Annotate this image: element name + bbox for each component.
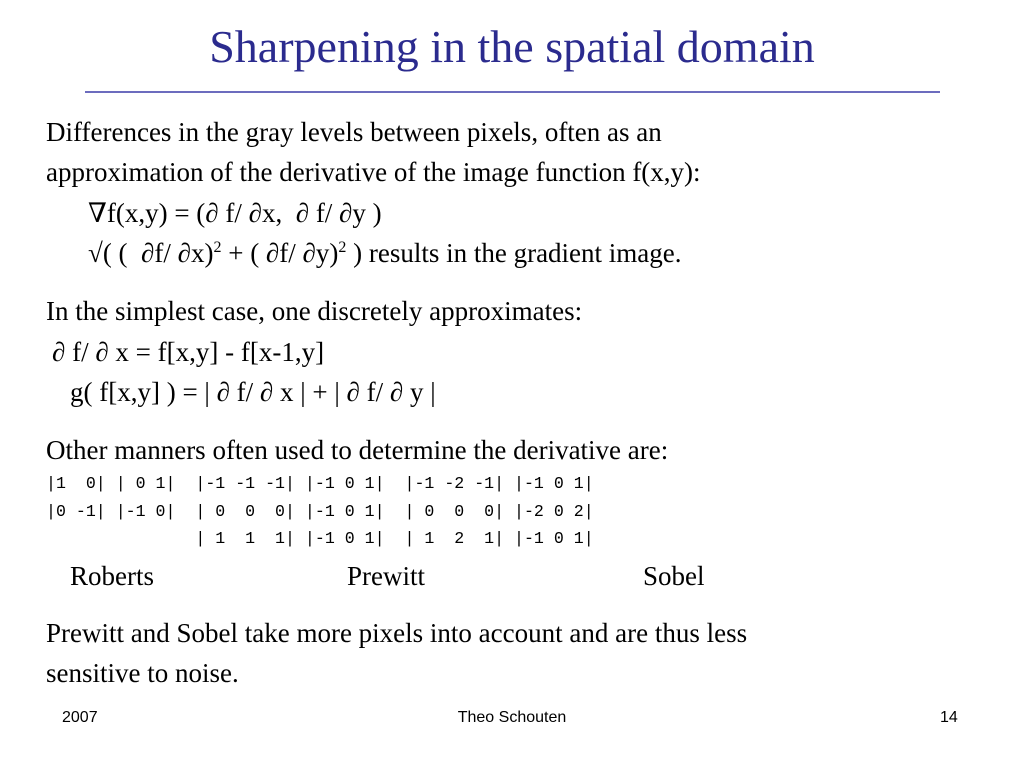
gradient-magnitude — [88, 237, 682, 269]
footer-year: 2007 — [62, 709, 98, 726]
kernel-row-2: |0 -1| |-1 0| | 0 0 0| |-1 0 1| | 0 0 0| |-2 0 2| — [46, 502, 594, 521]
para3-line1: Other manners often used to determine the derivative are: — [46, 435, 669, 465]
magnitude-exp2: 2 — [338, 239, 347, 256]
para4-line2: sensitive to noise. — [46, 658, 239, 688]
label-sobel: Sobel — [643, 561, 705, 591]
gradient-approximation: g( f[x,y] ) = | ∂ f/ ∂ x | + | ∂ f/ ∂ y | — [70, 377, 436, 407]
label-roberts: Roberts — [70, 561, 154, 591]
para2-line1: In the simplest case, one discretely approximates: — [46, 296, 583, 326]
label-prewitt: Prewitt — [347, 561, 425, 591]
magnitude-part3: ) results in the gradient image. — [346, 238, 682, 268]
gradient-formula: ∇f(x,y) = (∂ f/ ∂x, ∂ f/ ∂y ) — [88, 198, 382, 228]
title-underline — [85, 91, 940, 93]
discrete-derivative: ∂ f/ ∂ x = f[x,y] - f[x-1,y] — [52, 337, 325, 367]
slide-title: Sharpening in the spatial domain — [209, 21, 815, 72]
para1-line2: approximation of the derivative of the image function f(x,y): — [46, 157, 701, 187]
kernel-row-3: | 1 1 1| |-1 0 1| | 1 2 1| |-1 0 1| — [46, 529, 594, 548]
footer-author: Theo Schouten — [457, 709, 567, 726]
magnitude-exp1: 2 — [213, 239, 222, 256]
footer-page-number: 14 — [940, 709, 958, 726]
magnitude-part1: √( ( ∂f/ ∂x) — [88, 238, 214, 268]
para1-line1: Differences in the gray levels between pixels, often as an — [46, 117, 662, 147]
magnitude-part2: + ( ∂f/ ∂y) — [221, 238, 339, 268]
para4-line1: Prewitt and Sobel take more pixels into account and are thus less — [46, 618, 748, 648]
kernel-row-1: |1 0| | 0 1| |-1 -1 -1| |-1 0 1| |-1 -2 -1| |-1 0 1| — [46, 474, 594, 493]
